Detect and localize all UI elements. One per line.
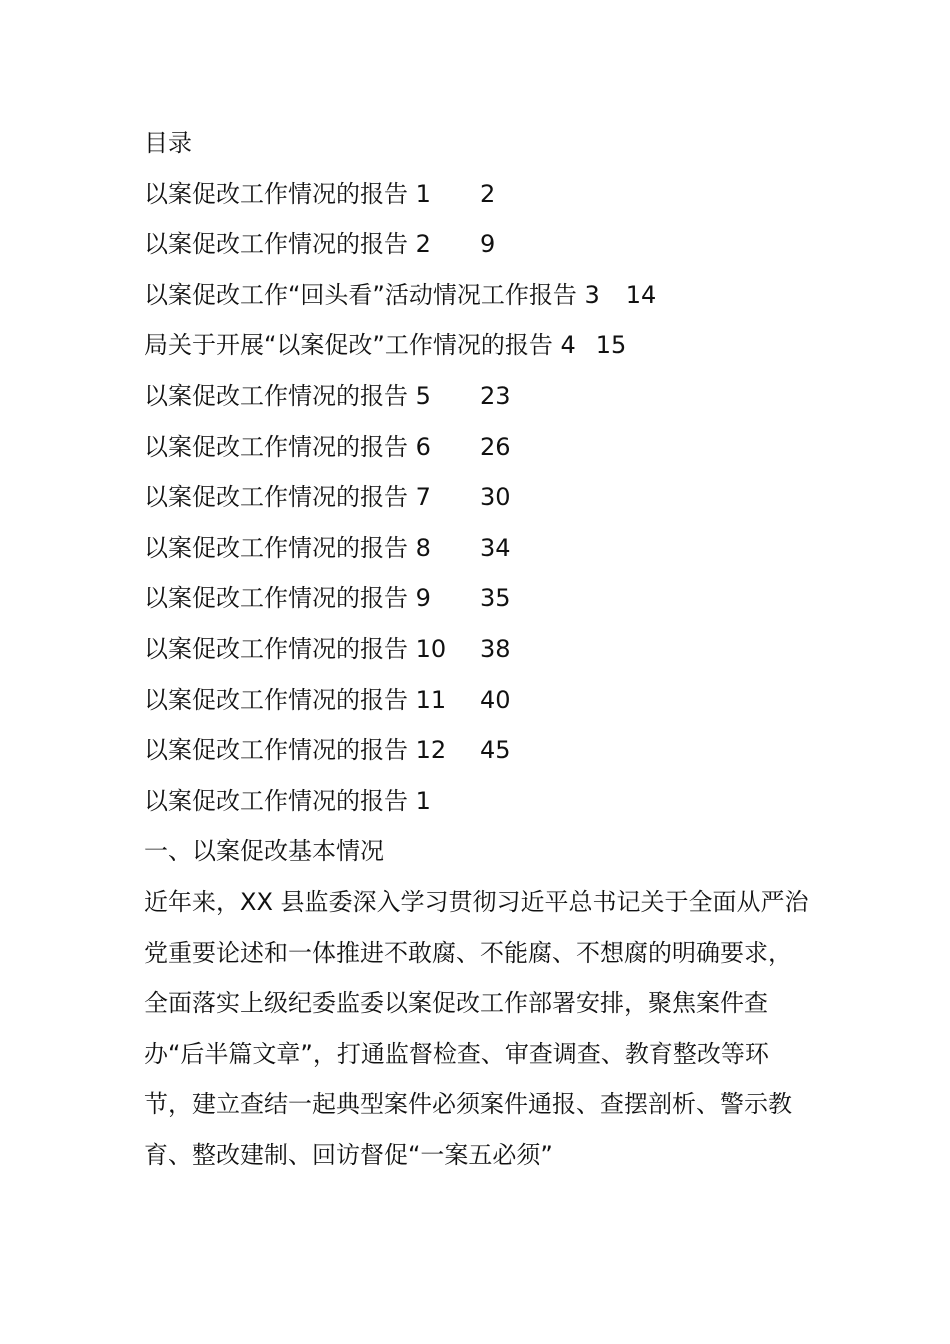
toc-entry[interactable] <box>144 169 824 220</box>
toc-entry-title: 以案促改工作情况的报告 1 <box>144 179 431 208</box>
toc-entry-page: 23 <box>480 381 511 410</box>
toc-entry-title: 以案促改工作情况的报告 7 <box>144 483 431 512</box>
section-heading: 一、以案促改基本情况 <box>144 837 384 866</box>
toc-entry[interactable] <box>144 472 824 523</box>
toc-entry-page: 45 <box>480 736 511 765</box>
toc-entry[interactable] <box>144 219 824 270</box>
toc-entry-title: 以案促改工作“回头看”活动情况工作报告 3 <box>144 280 600 309</box>
toc-entry-title: 局关于开展“以案促改”工作情况的报告 4 <box>144 331 576 360</box>
toc-entry[interactable] <box>144 270 824 321</box>
toc-entry-page: 2 <box>480 179 496 208</box>
toc-heading: 目录 <box>144 129 192 157</box>
toc-entry[interactable] <box>144 725 824 776</box>
body-paragraph: 近年来，XX 县监委深入学习贯彻习近平总书记关于全面从严治党重要论述和一体推进不敢腐、不能腐、不想腐的明确要求，全面落实上级纪委监委以案促改工作部署安排，聚焦案件查办“后半篇文章”，打通监督检查、审查调查、教育整改等环节，建立查结一起典型案件必须案件通报、查摆剖析、警示教育、整改建制、回访督促“一案五必须” <box>144 887 809 1169</box>
report-title: 以案促改工作情况的报告 1 <box>144 786 431 815</box>
toc-entry-page: 30 <box>480 483 511 512</box>
toc-entry-title: 以案促改工作情况的报告 5 <box>144 381 431 410</box>
toc-entry-page: 15 <box>595 331 627 360</box>
toc-entry-title: 以案促改工作情况的报告 11 <box>144 685 447 714</box>
toc-entry[interactable] <box>144 573 824 624</box>
toc-entry[interactable] <box>144 675 824 726</box>
document-page <box>144 118 824 1180</box>
toc-entry-page: 9 <box>480 230 496 259</box>
toc-entry[interactable] <box>144 523 824 574</box>
toc-entry-page: 35 <box>480 584 511 613</box>
toc-entry-page: 14 <box>625 280 657 309</box>
toc-entry-page: 40 <box>480 685 511 714</box>
toc-entry-title: 以案促改工作情况的报告 10 <box>144 634 447 663</box>
toc-entry-title: 以案促改工作情况的报告 9 <box>144 584 431 613</box>
toc-entry-title: 以案促改工作情况的报告 8 <box>144 533 431 562</box>
toc-entry[interactable] <box>144 422 824 473</box>
toc-entry[interactable] <box>144 320 824 371</box>
toc-entry-title: 以案促改工作情况的报告 2 <box>144 230 431 259</box>
toc-entry-title: 以案促改工作情况的报告 12 <box>144 736 447 765</box>
toc-entry[interactable] <box>144 624 824 675</box>
toc-entry-page: 26 <box>480 432 511 461</box>
toc-entry-page: 34 <box>480 533 511 562</box>
toc-entry-title: 以案促改工作情况的报告 6 <box>144 432 431 461</box>
toc-entry-page: 38 <box>480 634 511 663</box>
toc-entry[interactable] <box>144 371 824 422</box>
